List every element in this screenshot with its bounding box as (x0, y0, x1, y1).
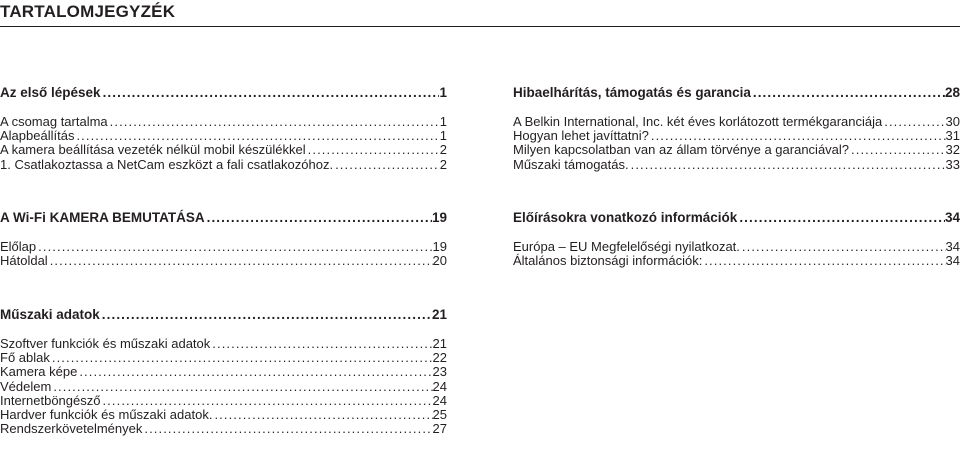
toc-entry[interactable] (0, 408, 447, 422)
toc-entry-page: 34 (945, 253, 960, 269)
toc-entry-page: 28 (944, 85, 960, 100)
toc-entry-page: 30 (945, 114, 960, 129)
toc-entry-page: 27 (432, 421, 447, 437)
toc-section-getting-started (0, 85, 447, 172)
toc-entry-page: 22 (432, 350, 447, 366)
toc-section-heading[interactable] (0, 210, 447, 226)
toc-entry[interactable] (0, 240, 447, 254)
toc-entry-label: Hardver funkciók és műszaki adatok. (0, 406, 213, 422)
toc-entry-label: Általános biztonsági információk: (513, 253, 703, 269)
toc-entry-label: Műszaki adatok (0, 307, 100, 322)
toc-entry-page: 19 (432, 239, 447, 254)
toc-entry-page: 34 (944, 210, 960, 225)
toc-entry-label: Hátoldal (0, 253, 48, 269)
toc-section-heading[interactable] (0, 85, 447, 101)
toc-leader-dots (51, 380, 432, 394)
toc-entry-page: 1 (439, 128, 447, 144)
toc-entry-page: 1 (439, 85, 447, 100)
toc-entry-label: Előlap (0, 239, 37, 254)
toc-leader-dots (882, 115, 945, 129)
toc-section-wifi-camera (0, 210, 447, 268)
toc-entry-label: Az első lépések (0, 85, 101, 100)
toc-entry-page: 21 (432, 336, 447, 351)
toc-entry-label: Hogyan lehet javíttatni? (513, 128, 649, 144)
toc-entry[interactable] (513, 240, 960, 254)
toc-entry[interactable] (513, 115, 960, 129)
toc-leader-dots (50, 351, 433, 365)
toc-leader-dots (108, 115, 440, 129)
toc-entry[interactable] (0, 351, 447, 365)
toc-leader-dots (101, 85, 440, 101)
toc-entry-page: 25 (432, 406, 447, 422)
toc-entry-label: 1. Csatlakoztassa a NetCam eszközt a fali csatlakozóhoz. (0, 156, 334, 172)
toc-leader-dots (737, 210, 945, 226)
toc-leader-dots (205, 210, 432, 226)
toc-entry-label: Internetböngésző (0, 392, 101, 408)
toc-entry[interactable] (513, 158, 960, 172)
toc-section-regulatory (513, 210, 960, 268)
toc-entry[interactable] (0, 115, 447, 129)
toc-entry-label: Fő ablak (0, 350, 50, 366)
toc-entry-page: 19 (431, 210, 447, 225)
toc-leader-dots (849, 143, 946, 157)
toc-section-heading[interactable] (513, 85, 960, 101)
toc-entry-label: Védelem (0, 378, 52, 394)
toc-entry-label: Műszaki támogatás. (513, 156, 629, 172)
toc-entry[interactable] (513, 143, 960, 157)
toc-section-heading[interactable] (513, 210, 960, 226)
toc-leader-dots (36, 240, 432, 254)
toc-entry-label: A kamera beállítása vezeték nélkül mobil készülékkel (0, 142, 306, 158)
toc-entry-page: 34 (945, 239, 960, 254)
toc-entry-page: 24 (432, 392, 447, 408)
toc-entry-page: 1 (439, 114, 447, 129)
toc-entry[interactable] (0, 337, 447, 351)
toc-entry[interactable] (0, 254, 447, 268)
toc-entry-page: 33 (945, 156, 960, 172)
toc-leader-dots (212, 408, 432, 422)
toc-entry[interactable] (0, 422, 447, 436)
toc-entry-page: 20 (432, 253, 447, 269)
toc-leader-dots (48, 254, 433, 268)
toc-section-heading[interactable] (0, 307, 447, 323)
toc-leader-dots (210, 337, 432, 351)
toc-leader-dots (100, 394, 432, 408)
toc-entry[interactable] (0, 394, 447, 408)
toc-leader-dots (100, 307, 432, 323)
toc-entry-page: 23 (432, 364, 447, 380)
toc-entry-label: Alapbeállítás (0, 128, 75, 144)
toc-entry[interactable] (0, 143, 447, 157)
toc-leader-dots (74, 129, 439, 143)
toc-entry-label: Kamera képe (0, 364, 78, 380)
toc-leader-dots (649, 129, 946, 143)
toc-entry[interactable] (513, 254, 960, 268)
toc-section-troubleshooting (513, 85, 960, 172)
toc-leader-dots (702, 254, 945, 268)
toc-entry-label: A Belkin International, Inc. két éves korlátozott termékgaranciája (513, 114, 883, 129)
page-title: TARTALOMJEGYZÉK (0, 2, 176, 21)
toc-leader-dots (142, 422, 432, 436)
toc-leader-dots (333, 158, 440, 172)
toc-entry-page: 2 (439, 142, 447, 158)
toc-section-technical-data (0, 307, 447, 436)
toc-entry-page: 31 (945, 128, 960, 144)
toc-entry[interactable] (0, 365, 447, 379)
toc-entry[interactable] (0, 380, 447, 394)
toc-entry-label: Hibaelhárítás, támogatás és garancia (513, 85, 751, 100)
toc-entry-label: A Wi-Fi KAMERA BEMUTATÁSA (0, 210, 205, 225)
toc-leader-dots (77, 365, 432, 379)
toc-entry-page: 32 (945, 142, 960, 158)
toc-leader-dots (751, 85, 945, 101)
toc-entry-page: 2 (439, 156, 447, 172)
toc-entry-label: Európa – EU Megfelelőségi nyilatkozat. (513, 239, 740, 254)
toc-entry-label: Milyen kapcsolatban van az állam törvénye a garanciával? (513, 142, 850, 158)
toc-entry[interactable] (513, 129, 960, 143)
toc-entry[interactable] (0, 158, 447, 172)
toc-leader-dots (629, 158, 946, 172)
toc-leader-dots (306, 143, 440, 157)
toc-entry-label: Előírásokra vonatkozó információk (513, 210, 738, 225)
toc-entry-label: Szoftver funkciók és műszaki adatok (0, 336, 211, 351)
toc-entry-label: Rendszerkövetelmények (0, 421, 143, 437)
toc-leader-dots (740, 240, 946, 254)
toc-entry[interactable] (0, 129, 447, 143)
toc-entry-page: 21 (431, 307, 447, 322)
title-divider (0, 26, 960, 27)
toc-entry-page: 24 (432, 378, 447, 394)
toc-entry-label: A csomag tartalma (0, 114, 108, 129)
